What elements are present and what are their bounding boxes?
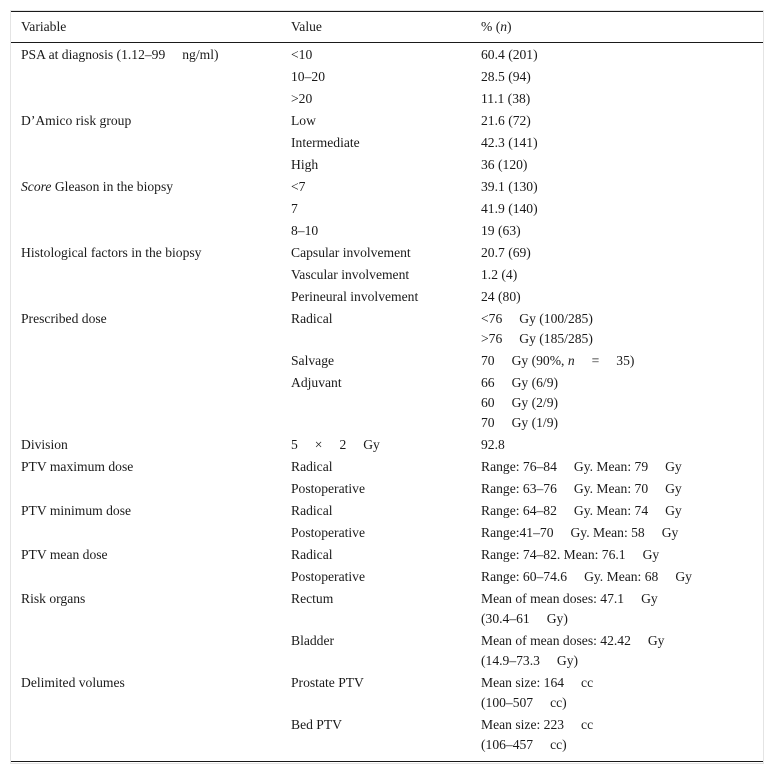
table-row xyxy=(11,153,763,175)
cell-value: Radical xyxy=(291,503,333,518)
cell-percent xyxy=(471,349,763,371)
salvage-n: n xyxy=(567,353,575,368)
cell-percent: Range: 60–74.6 Gy. Mean: 68 Gy xyxy=(481,569,692,584)
table-row xyxy=(11,371,763,433)
cell-variable xyxy=(11,153,281,175)
cell-variable xyxy=(11,349,281,371)
table-row xyxy=(11,477,763,499)
cell-percent: 60.4 (201) xyxy=(481,47,538,62)
cell-value: Postoperative xyxy=(291,569,365,584)
cell-variable: PTV mean dose xyxy=(21,547,108,562)
table-row xyxy=(11,565,763,587)
salvage-suffix: = 35) xyxy=(574,353,635,368)
header-variable: Variable xyxy=(11,12,281,43)
table-row xyxy=(11,285,763,307)
cell-variable xyxy=(11,131,281,153)
cell-variable xyxy=(11,175,281,197)
header-percent xyxy=(471,12,763,43)
table-row xyxy=(11,587,763,629)
gleason-label-rest: Gleason in the biopsy xyxy=(51,179,174,194)
cell-percent: 41.9 (140) xyxy=(481,201,538,216)
table-row xyxy=(11,349,763,371)
cell-value: Bed PTV xyxy=(281,713,471,762)
cell-percent: 36 (120) xyxy=(481,157,528,172)
header-percent-suffix: ) xyxy=(507,19,512,34)
cell-percent: 28.5 (94) xyxy=(481,69,531,84)
table-row xyxy=(11,455,763,477)
cell-value: 7 xyxy=(291,201,298,216)
cell-percent: 92.8 xyxy=(481,437,505,452)
header-percent-n: n xyxy=(500,19,508,34)
cell-variable xyxy=(11,197,281,219)
cell-percent: Range: 64–82 Gy. Mean: 74 Gy xyxy=(481,503,682,518)
table-row xyxy=(11,433,763,455)
table-row xyxy=(11,713,763,762)
cell-value: 8–10 xyxy=(291,223,319,238)
table-row xyxy=(11,263,763,285)
cell-value: Salvage xyxy=(291,353,335,368)
cell-percent: Range:41–70 Gy. Mean: 58 Gy xyxy=(481,525,679,540)
cell-percent: Mean size: 164 cc (100–507 cc) xyxy=(481,675,594,710)
cell-variable xyxy=(11,87,281,109)
table-row xyxy=(11,175,763,197)
cell-variable xyxy=(11,285,281,307)
cell-variable: PSA at diagnosis (1.12–99 ng/ml) xyxy=(21,47,219,62)
cell-value: Radical xyxy=(291,459,333,474)
table-row xyxy=(11,197,763,219)
table-row xyxy=(11,629,763,671)
cell-variable: PTV maximum dose xyxy=(21,459,134,474)
table-header-row xyxy=(11,12,763,43)
cell-variable xyxy=(11,713,281,762)
cell-variable xyxy=(11,477,281,499)
cell-value: 10–20 xyxy=(291,69,325,84)
cell-value: Postoperative xyxy=(291,525,365,540)
cell-percent: Range: 74–82. Mean: 76.1 Gy xyxy=(481,547,660,562)
cell-variable: D’Amico risk group xyxy=(21,113,132,128)
cell-variable xyxy=(11,263,281,285)
table-row xyxy=(11,131,763,153)
cell-percent: 39.1 (130) xyxy=(481,179,538,194)
table-row xyxy=(11,307,763,349)
table-row xyxy=(11,219,763,241)
cell-value: 5 × 2 Gy xyxy=(291,437,380,452)
table-row xyxy=(11,521,763,543)
cell-variable xyxy=(11,629,281,671)
cell-value: Capsular involvement xyxy=(291,245,411,260)
cell-variable xyxy=(11,371,281,433)
cell-percent: 20.7 (69) xyxy=(481,245,531,260)
cell-value: Rectum xyxy=(291,591,334,606)
table-row xyxy=(11,87,763,109)
cell-percent: Mean of mean doses: 47.1 Gy (30.4–61 Gy) xyxy=(481,591,658,626)
cell-percent: 66 Gy (6/9) 60 Gy (2/9) 70 Gy (1/9) xyxy=(481,375,559,430)
cell-value: Adjuvant xyxy=(291,375,342,390)
cell-variable: Division xyxy=(21,437,68,452)
cell-value: Low xyxy=(291,113,316,128)
cell-percent: 42.3 (141) xyxy=(481,135,538,150)
salvage-prefix: 70 Gy (90%, xyxy=(481,353,568,368)
cell-value: Vascular involvement xyxy=(291,267,410,282)
cell-percent: 1.2 (4) xyxy=(481,267,518,282)
table-row xyxy=(11,671,763,713)
header-percent-prefix: % ( xyxy=(481,19,501,34)
cell-variable xyxy=(11,565,281,587)
cell-variable: PTV minimum dose xyxy=(21,503,132,518)
cell-value: <7 xyxy=(291,179,306,194)
cell-variable xyxy=(11,65,281,87)
cell-value: Postoperative xyxy=(291,481,365,496)
cell-variable: Risk organs xyxy=(21,591,86,606)
table-row xyxy=(11,241,763,263)
cell-variable: Histological factors in the biopsy xyxy=(21,245,202,260)
table-row xyxy=(11,65,763,87)
table-row xyxy=(11,499,763,521)
cell-percent: Range: 76–84 Gy. Mean: 79 Gy xyxy=(481,459,682,474)
cell-value: High xyxy=(291,157,319,172)
cell-variable xyxy=(11,219,281,241)
cell-value: Bladder xyxy=(291,633,335,648)
cell-value: Radical xyxy=(291,311,333,326)
cell-value: Perineural involvement xyxy=(291,289,419,304)
data-table xyxy=(11,11,763,762)
cell-value: Prostate PTV xyxy=(291,675,364,690)
table-body xyxy=(11,43,763,762)
cell-value: <10 xyxy=(291,47,313,62)
header-value: Value xyxy=(281,12,471,43)
cell-variable: Delimited volumes xyxy=(21,675,125,690)
cell-percent: <76 Gy (100/285) >76 Gy (185/285) xyxy=(481,311,593,346)
cell-percent: 24 (80) xyxy=(481,289,521,304)
cell-value: Radical xyxy=(291,547,333,562)
cell-percent: 21.6 (72) xyxy=(481,113,531,128)
cell-value: >20 xyxy=(291,91,313,106)
cell-percent: Mean of mean doses: 42.42 Gy (14.9–73.3 Gy) xyxy=(481,633,665,668)
cell-value: Intermediate xyxy=(291,135,360,150)
cell-percent: 11.1 (38) xyxy=(481,91,531,106)
cell-percent: Mean size: 223 cc (106–457 cc) xyxy=(471,713,763,762)
cell-variable: Prescribed dose xyxy=(21,311,107,326)
gleason-score-italic: Score xyxy=(21,179,52,194)
table-row xyxy=(11,109,763,131)
cell-percent: Range: 63–76 Gy. Mean: 70 Gy xyxy=(481,481,682,496)
table-row xyxy=(11,43,763,66)
cell-percent: 19 (63) xyxy=(481,223,521,238)
cell-variable xyxy=(11,521,281,543)
table-row xyxy=(11,543,763,565)
